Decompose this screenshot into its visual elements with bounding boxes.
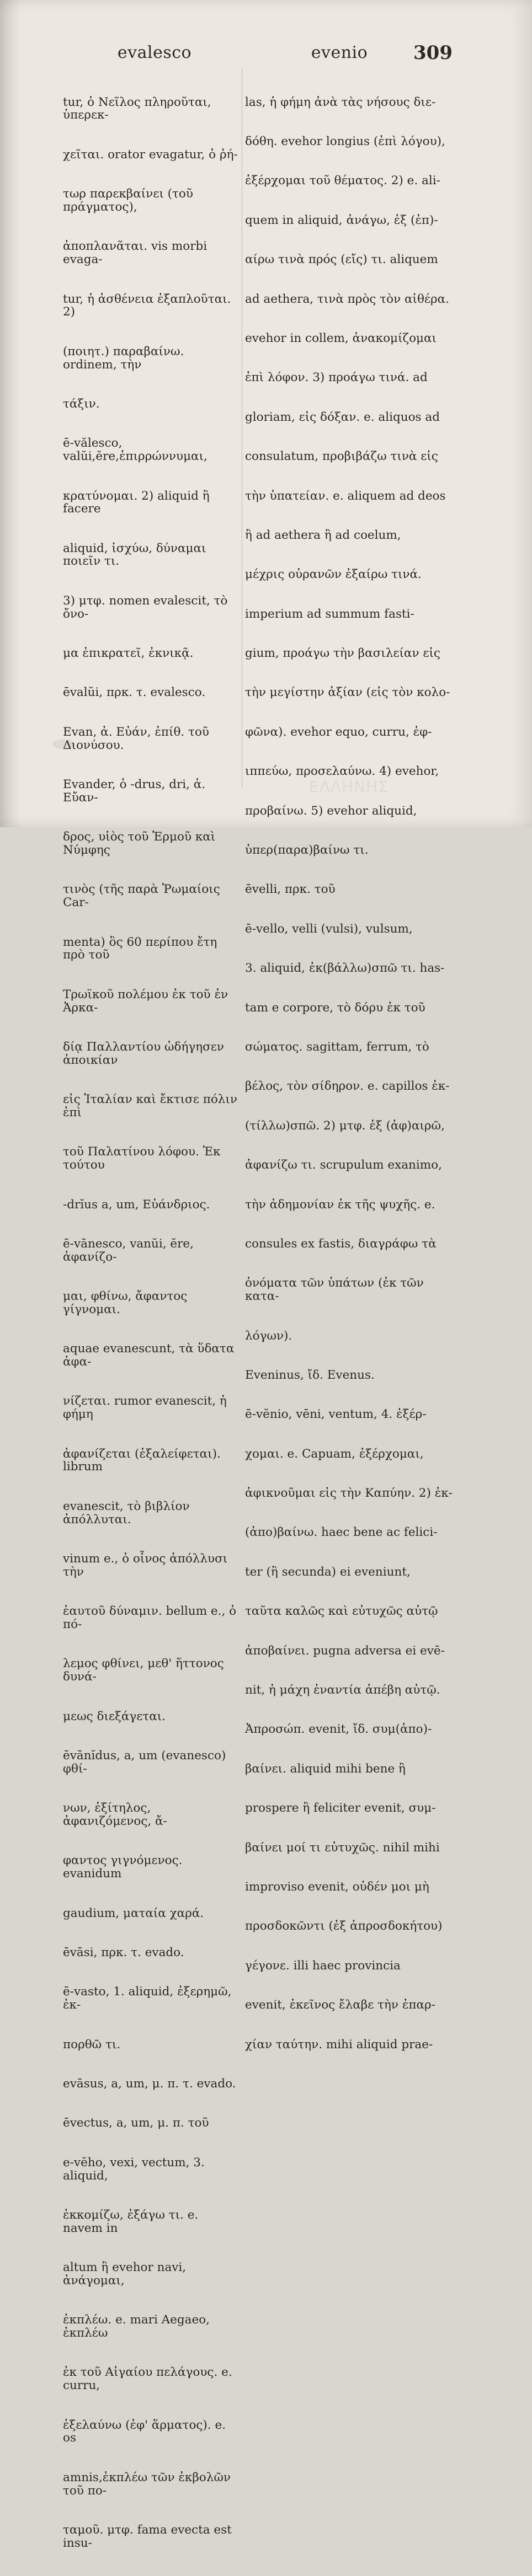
entry-line: ὀνόματα τῶν ὑπάτων (ἐκ τῶν κατα-	[245, 1276, 428, 1304]
entry-line: altum ἢ evehor navi, ἀνάγομαι,	[63, 2261, 190, 2288]
entry-line: τὴν μεγίστην ἀξίαν (εἰς τὸν κολο-	[245, 685, 450, 700]
entry-line: prospere ἢ feliciter evenit, συμ-	[245, 1801, 436, 1815]
entry-line: μαι, φθίνω, ἄφαντος γίγνομαι.	[63, 1289, 191, 1316]
entry-line: aliquid, ἰσχύω, δύναμαι ποιεῖν τι.	[63, 541, 210, 569]
entry-line: ἐξέρχομαι τοῦ θέματος. 2) e. ali-	[245, 174, 440, 188]
entry-line: τὴν ἀδημονίαν ἐκ τῆς ψυχῆς. e.	[245, 1197, 435, 1212]
entry-line: ē-vello, velli (vulsi), vulsum,	[245, 922, 413, 936]
entry-line: aquae evanescunt, τὰ ὕδατα ἀφα-	[63, 1342, 238, 1369]
entry-line: gloriam, εἰς δόξαν. e. aliquos ad	[245, 410, 440, 424]
entry-line: ἀφικνοῦμαι εἰς τὴν Καπύην. 2) ἐκ-	[245, 1486, 453, 1501]
entry-line: evehor in collem, ἀνακομίζομαι	[245, 331, 437, 345]
entry-line: ἢ ad aethera ἢ ad coelum,	[245, 528, 401, 542]
entry-line: χίαν ταύτην. mihi aliquid prae-	[245, 2037, 433, 2052]
entry-line: βαίνει μοί τι εὐτυχῶς. nihil mihi	[245, 1840, 440, 1855]
entry-line: τὴν ὑπατείαν. e. aliquem ad deos	[245, 489, 446, 503]
entry-line: (τίλλω)σπῶ. 2) μτφ. ἐξ (ἀφ)αιρῶ,	[245, 1118, 445, 1133]
page-header	[66, 43, 453, 69]
entry-line: vinum e., ὁ οἶνος ἀπόλλυσι τὴν	[63, 1552, 232, 1579]
entry-line: consulatum, προβιβάζω τινὰ εἰς	[245, 449, 438, 464]
entry-line: ē-vĕnio, vēni, ventum, 4. ἐξέρ-	[245, 1407, 427, 1422]
entry-line: τάξιν.	[63, 397, 100, 411]
entry-line: δόθη. evehor longius (ἐπὶ λόγου),	[245, 134, 445, 148]
entry-line: Ἀπροσώπ. evenit, ἴδ. συμ(ἀπο)-	[245, 1722, 432, 1737]
entry-line: las, ἡ φήμη ἀνὰ τὰς νήσους διε-	[245, 95, 436, 109]
entry-line: ἐξελαύνω (ἐφ' ἅρματος). e. os	[63, 2418, 230, 2445]
page-number: 309	[413, 42, 453, 64]
entry-line: ἐκπλέω. e. mari Aegaeo, ἐκπλέω	[63, 2313, 214, 2341]
entry-line: χεῖται. orator evagatur, ὁ ῥή-	[63, 147, 238, 162]
entry-line: amnis,ἐκπλέω τῶν ἐκβολῶν τοῦ πο-	[63, 2470, 235, 2498]
watermark-text: ΕΛΛΗΝΗΣ	[309, 778, 389, 796]
entry-line: -drĭus a, um, Εὐάνδριος.	[63, 1197, 210, 1212]
right-text-column	[245, 69, 456, 2052]
entry-line: ter (ἢ secunda) ei eveniunt,	[245, 1565, 411, 1579]
entry-line: tur, ὁ Νεῖλος πληροῦται, ὑπερεκ-	[63, 95, 215, 122]
entry-line: προσδοκῶντι (ἐξ ἀπροσδοκήτου)	[245, 1919, 443, 1934]
entry-line: τινὸς (τῆς παρὰ Ῥωμαίοις Car-	[63, 882, 224, 910]
entry-line: Evander, ὁ -drus, dri, ἀ. Εὔαν-	[63, 778, 209, 805]
entry-line: imperium ad summum fasti-	[245, 607, 414, 621]
entry-line: evenit, ἐκεῖνος ἔλαβε τὴν ἐπαρ-	[245, 1998, 435, 2012]
entry-line: μέχρις οὐρανῶν ἐξαίρω τινά.	[245, 567, 422, 582]
entry-line: ἀφανίζεται (ἐξαλείφεται). librum	[63, 1447, 225, 1474]
entry-line: βαίνει. aliquid mihi bene ἢ	[245, 1761, 406, 1776]
entry-line: (ἀπο)βαίνω. haec bene ac felici-	[245, 1525, 438, 1540]
entry-line: ē-vălesco, valŭi,ĕre,ἐπιρρώννυμαι,	[63, 436, 208, 464]
entry-line: ēvānĭdus, a, um (evanesco) φθί-	[63, 1749, 230, 1776]
entry-line: αίρω τινὰ πρός (εἴς) τι. aliquem	[245, 253, 438, 267]
entry-line: ēvectus, a, um, μ. π. τοῦ	[63, 2116, 209, 2130]
entry-line: νίζεται. rumor evanescit, ἡ φήμη	[63, 1394, 231, 1422]
entry-line: κρατύνομαι. 2) aliquid ἢ facere	[63, 489, 214, 516]
entry-line: φῶνα). evehor equo, curru, ἐφ-	[245, 725, 432, 739]
entry-line: quem in aliquid, ἀνάγω, ἐξ (ἐπ)-	[245, 213, 438, 227]
entry-line: ē-vānesco, vanŭi, ĕre, ἀφανίζο-	[63, 1236, 198, 1264]
entry-line: μεως διεξάγεται.	[63, 1709, 166, 1723]
entry-line: ἐκκομίζω, ἐξάγω τι. e. navem in	[63, 2208, 203, 2235]
entry-line: ἑαυτοῦ δύναμιν. bellum e., ὁ πό-	[63, 1604, 240, 1632]
left-text-column	[63, 69, 241, 2550]
page-smudge	[52, 739, 75, 749]
entry-line: evanescit, τὸ βιβλίον ἀπόλλυται.	[63, 1499, 194, 1527]
entry-line: ēvāsi, πρκ. τ. evado.	[63, 1945, 184, 1959]
entry-line: ἀφανίζω τι. scrupulum exanimo,	[245, 1158, 442, 1172]
entry-line: menta) ὃς 60 περίπου ἔτη πρὸ τοῦ	[63, 935, 221, 962]
entry-line: ἐπὶ λόφον. 3) προάγω τινά. ad	[245, 371, 428, 385]
entry-line: ὑπερ(παρα)βαίνω τι.	[245, 843, 369, 858]
entry-line: τοῦ Παλατίνου λόφου. Ἐκ τούτου	[63, 1145, 225, 1172]
entry-line: σώματος. sagittam, ferrum, τὸ	[245, 1040, 429, 1054]
entry-line: τωρ παρεκβαίνει (τοῦ πράγματος),	[63, 187, 197, 214]
entry-line: δίᾳ Παλλαντίου ὡδήγησεν ἀποικίαν	[63, 1040, 228, 1067]
entry-line: tam e corpore, τὸ δόρυ ἐκ τοῦ	[245, 1000, 425, 1015]
entry-line: ἀποβαίνει. pugna adversa ei evē-	[245, 1643, 445, 1658]
entry-line: improviso evenit, οὐδέν μοι μὴ	[245, 1879, 429, 1894]
entry-line: ēvelli, πρκ. τοῦ	[245, 882, 336, 897]
entry-line: nit, ἡ μάχη ἐναντία ἀπέβη αὐτῷ.	[245, 1683, 440, 1697]
entry-line: λεμος φθίνει, μεθ' ἥττονος δυνά-	[63, 1657, 228, 1684]
entry-line: βέλος, τὸν σίδηρον. e. capillos ἐκ-	[245, 1079, 450, 1094]
entry-line: e-vĕho, vexi, vectum, 3. aliquid,	[63, 2155, 209, 2183]
entry-line: ἐκ τοῦ Αἰγαίου πελάγους. e. curru,	[63, 2365, 236, 2393]
left-guide-word: evalesco	[117, 43, 192, 62]
binding-gutter-shadow	[0, 0, 21, 827]
right-guide-word: evenio	[311, 43, 368, 62]
entry-line: 3) μτφ. nomen evalescit, τὸ ὄνο-	[63, 593, 232, 621]
entry-line: ēvalŭi, πρκ. τ. evalesco.	[63, 685, 206, 700]
entry-line: ē-vasto, 1. aliquid, ἐξερημῶ, ἐκ-	[63, 1985, 236, 2012]
entry-line: evāsus, a, um, μ. π. τ. evado.	[63, 2076, 236, 2091]
entry-line: Evan, ἀ. Εὐάν, ἐπίθ. τοῦ Διονύσου.	[63, 725, 213, 752]
entry-line: νων, ἐξίτηλος, ἀφανιζόμενος, ἄ-	[63, 1801, 167, 1828]
entry-line: πορθῶ τι.	[63, 2037, 121, 2052]
entry-line: tur, ἡ ἀσθένεια ἐξαπλοῦται. 2)	[63, 292, 235, 319]
entry-line: φαντος γιγνόμενος. evanidum	[63, 1854, 187, 1881]
entry-line: ἀποπλανᾶται. vis morbi evaga-	[63, 239, 211, 267]
entry-line: consules ex fastis, διαγράφω τὰ	[245, 1236, 437, 1251]
entry-line: Eveninus, ἴδ. Evenus.	[245, 1368, 375, 1382]
entry-line: ad aethera, τινὰ πρὸς τὸν αἰθέρα.	[245, 292, 450, 306]
entry-line: γέγονε. illi haec provincia	[245, 1958, 401, 1973]
entry-line: 3. aliquid, ἐκ(βάλλω)σπῶ τι. has-	[245, 961, 445, 976]
entry-line: εἰς Ἰταλίαν καὶ ἔκτισε πόλιν ἐπὶ	[63, 1092, 241, 1120]
entry-line: ταῦτα καλῶς καὶ εὐτυχῶς αὐτῷ	[245, 1604, 438, 1619]
entry-line: ιππεύω, προσελαύνω. 4) evehor,	[245, 764, 439, 779]
entry-line: Τρωϊκοῦ πολέμου ἐκ τοῦ ἐν Ἀρκα-	[63, 987, 232, 1015]
entry-line: δρος, υἱὸς τοῦ Ἑρμοῦ καὶ Νύμφης	[63, 830, 220, 858]
entry-line: gium, προάγω τὴν βασιλείαν εἰς	[245, 646, 440, 661]
entry-line: λόγων).	[245, 1329, 292, 1343]
entry-line: προβαίνω. 5) evehor aliquid,	[245, 804, 417, 818]
entry-line: μα ἐπικρατεῖ, ἐκνικᾷ.	[63, 646, 194, 661]
entry-line: ταμοῦ. μτφ. fama evecta est insu-	[63, 2523, 236, 2550]
entry-line: (ποιητ.) παραβαίνω. ordinem, τὴν	[63, 344, 188, 372]
entry-line: χομαι. e. Capuam, ἐξέρχομαι,	[245, 1447, 424, 1461]
entry-line: gaudium, ματαία χαρά.	[63, 1906, 204, 1920]
